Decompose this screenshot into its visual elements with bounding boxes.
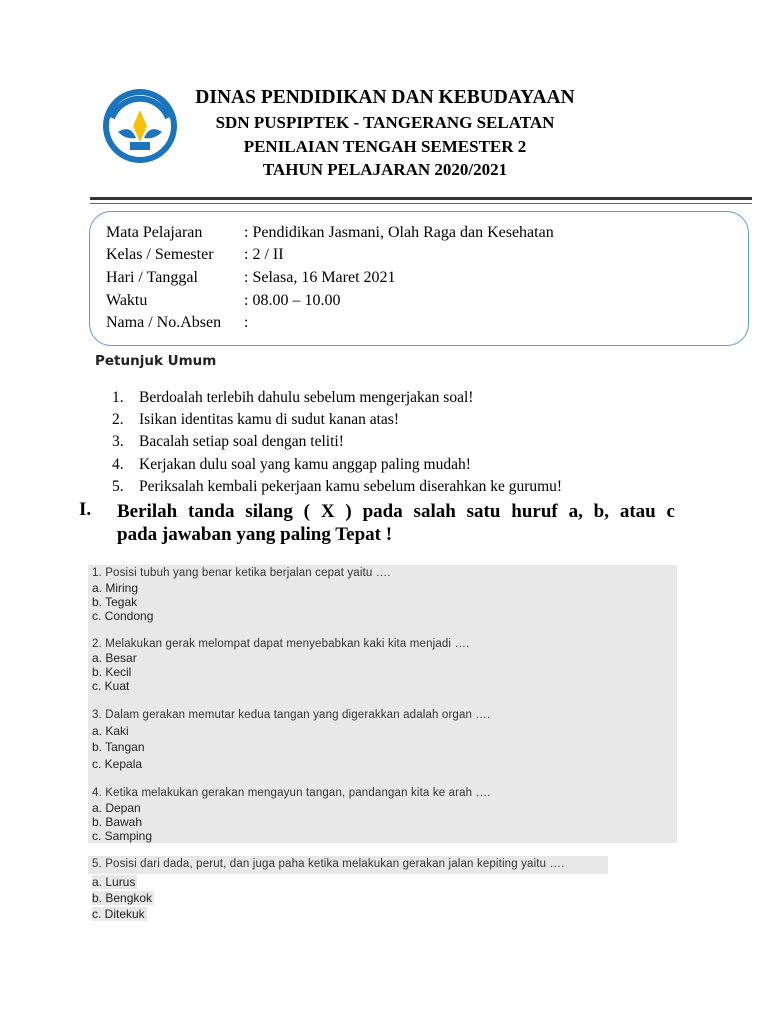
question-5-text: 5. Posisi dari dada, perut, dan juga paha ketika melakukan gerakan jalan kepiting yaitu …. xyxy=(92,858,565,870)
question-4-option-c[interactable]: c. Samping xyxy=(92,829,153,843)
info-value: : xyxy=(244,314,249,331)
question-4-option-b[interactable]: b. Bawah xyxy=(92,815,143,829)
instructions-title: Petunjuk Umum xyxy=(95,353,217,369)
instruction-item xyxy=(112,389,473,407)
question-2-option-c[interactable]: c. Kuat xyxy=(92,679,130,693)
instruction-text: Bacalah setiap soal dengan teliti! xyxy=(139,433,344,450)
instruction-text: Berdoalah terlebih dahulu sebelum mengerjakan soal! xyxy=(139,389,474,406)
instruction-text: Kerjakan dulu soal yang kamu anggap paling mudah! xyxy=(139,456,471,473)
header-school: SDN PUSPIPTEK - TANGERANG SELATAN xyxy=(215,113,555,132)
question-5-option-b[interactable] xyxy=(92,891,154,905)
header-divider-thick xyxy=(90,197,752,200)
option-text: c. Ditekuk xyxy=(92,907,145,921)
question-3-text: 3. Dalam gerakan memutar kedua tangan yang digerakkan adalah organ …. xyxy=(92,709,491,721)
section-instruction-line2: pada jawaban yang paling Tepat ! xyxy=(117,524,393,545)
instruction-item xyxy=(112,433,344,451)
question-1-option-c[interactable]: c. Condong xyxy=(92,609,154,623)
header-year: TAHUN PELAJARAN 2020/2021 xyxy=(262,160,508,179)
questions-background xyxy=(88,565,677,843)
info-value: : 2 / II xyxy=(244,246,284,263)
info-label: Hari / Tanggal xyxy=(106,269,198,286)
info-label: Mata Pelajaran xyxy=(106,224,203,241)
question-1-text: 1. Posisi tubuh yang benar ketika berjalan cepat yaitu …. xyxy=(92,567,391,579)
instruction-item xyxy=(112,411,399,429)
section-number: I. xyxy=(79,499,92,520)
question-5-option-c[interactable] xyxy=(92,907,147,921)
question-5-option-a[interactable] xyxy=(92,875,137,889)
question-2-option-a[interactable]: a. Besar xyxy=(92,651,137,665)
option-text: a. Lurus xyxy=(92,875,136,889)
section-instruction-line1: Berilah tanda silang ( X ) pada salah satu huruf a, b, atau c xyxy=(117,501,675,522)
instruction-text: Isikan identitas kamu di sudut kanan atas! xyxy=(139,411,399,428)
info-value: : Pendidikan Jasmani, Olah Raga dan Kesehatan xyxy=(244,224,554,241)
instruction-text: Periksalah kembali pekerjaan kamu sebelum diserahkan ke gurumu! xyxy=(139,478,563,495)
header-exam: PENILAIAN TENGAH SEMESTER 2 xyxy=(243,137,527,156)
instruction-item xyxy=(112,478,562,496)
question-1-option-b[interactable]: b. Tegak xyxy=(92,595,138,609)
header-agency: DINAS PENDIDIKAN DAN KEBUDAYAAN xyxy=(195,87,575,108)
instruction-number: 4. xyxy=(112,456,124,473)
question-3-option-b[interactable]: b. Tangan xyxy=(92,740,145,754)
instruction-number: 5. xyxy=(112,478,124,495)
question-4-option-a[interactable]: a. Depan xyxy=(92,801,141,815)
question-3-option-c[interactable]: c. Kepala xyxy=(92,757,143,771)
info-label: Kelas / Semester xyxy=(106,246,214,263)
instruction-item xyxy=(112,456,471,474)
info-value: : 08.00 – 10.00 xyxy=(244,292,341,309)
question-3-option-a[interactable]: a. Kaki xyxy=(92,724,129,738)
tut-wuri-handayani-logo xyxy=(100,88,180,164)
question-4-text: 4. Ketika melakukan gerakan mengayun tangan, pandangan kita ke arah …. xyxy=(92,787,491,799)
instruction-number: 1. xyxy=(112,389,124,406)
question-2-text: 2. Melakukan gerak melompat dapat menyebabkan kaki kita menjadi …. xyxy=(92,638,470,650)
info-value: : Selasa, 16 Maret 2021 xyxy=(244,269,396,286)
info-label: Nama / No.Absen xyxy=(106,314,222,331)
question-2-option-b[interactable]: b. Kecil xyxy=(92,665,132,679)
question-1-option-a[interactable]: a. Miring xyxy=(92,581,139,595)
instruction-number: 3. xyxy=(112,433,124,450)
instruction-number: 2. xyxy=(112,411,124,428)
option-text: b. Bengkok xyxy=(92,891,153,905)
info-label: Waktu xyxy=(106,292,148,309)
header-divider-thin xyxy=(90,203,752,204)
